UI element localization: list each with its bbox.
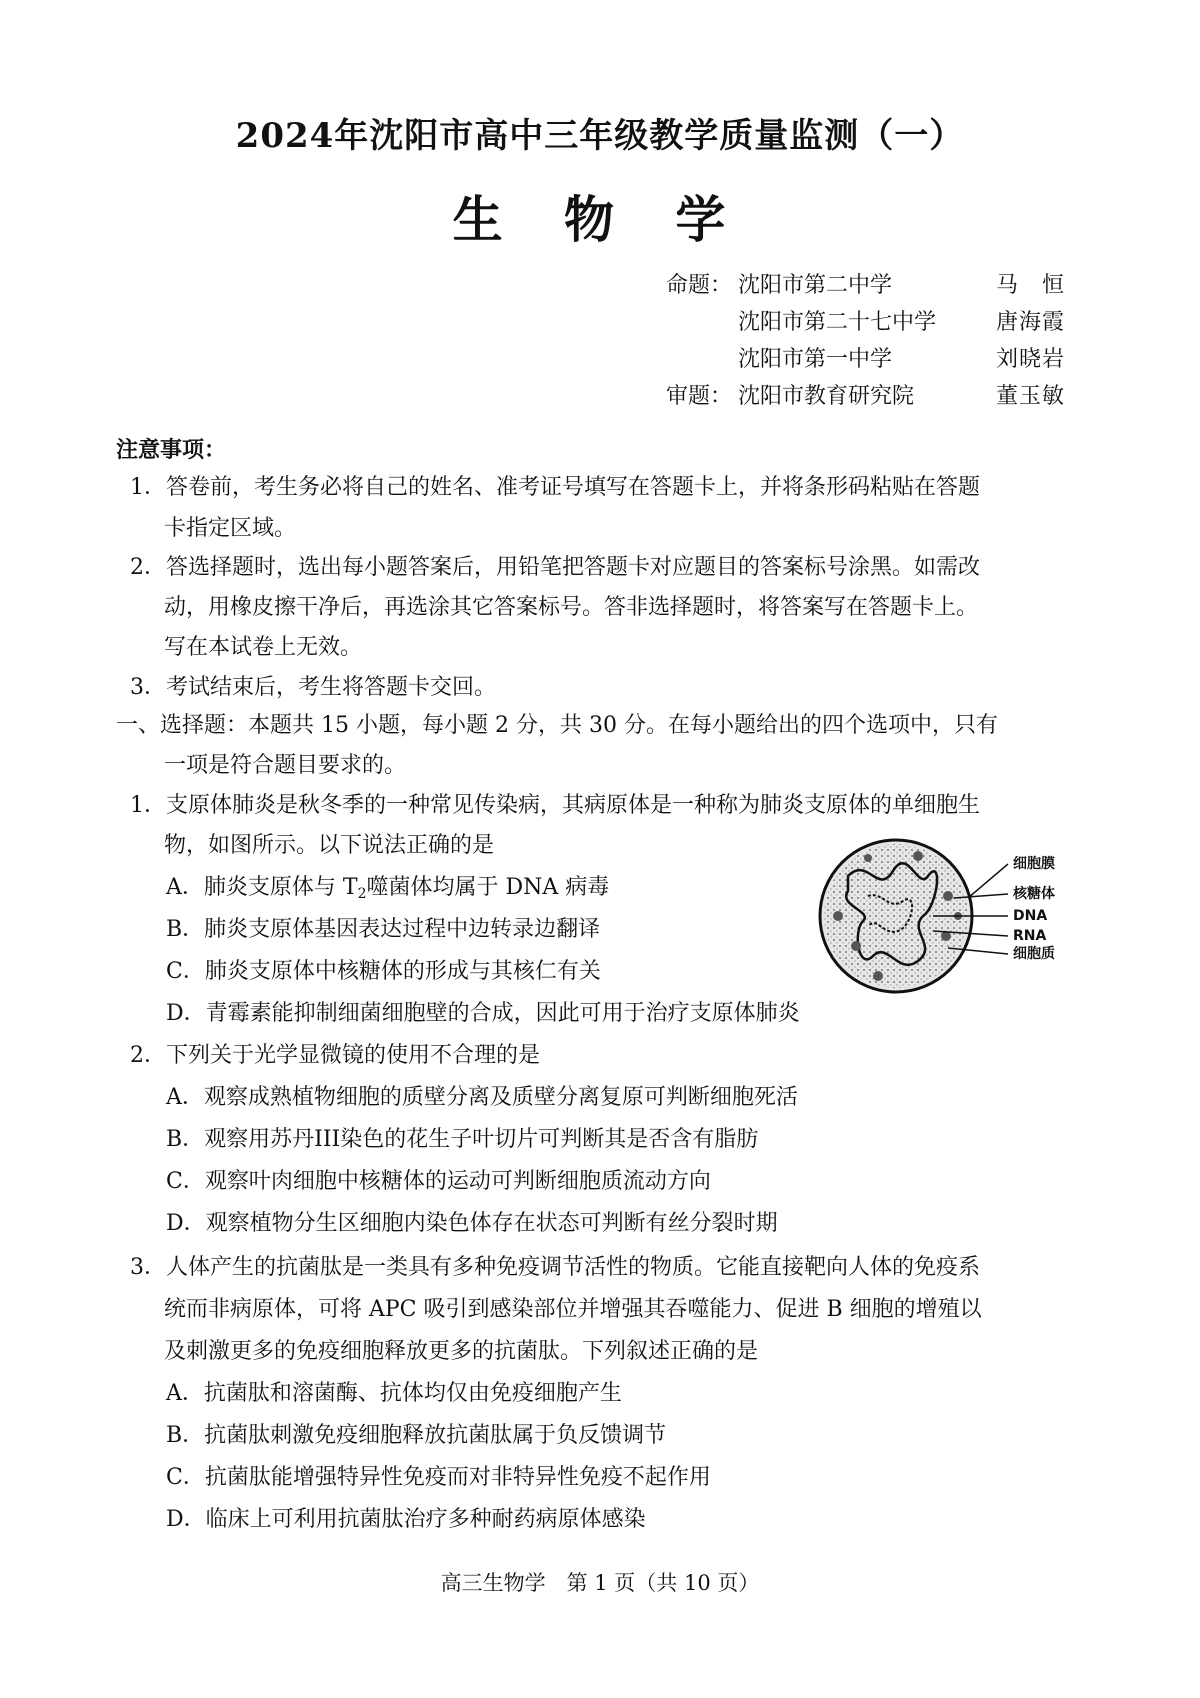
credit-role: 审题： — [666, 384, 733, 409]
question-3-stem-cont: 统而非病原体，可将 APC 吸引到感染部位并增强其吞噬能力、促进 B 细胞的增殖以 — [164, 1297, 982, 1322]
label-rna: RNA — [1013, 928, 1047, 944]
option-text: 噬菌体均属于 DNA 病毒 — [366, 875, 610, 900]
credit-name: 马 恒 — [996, 273, 1066, 298]
exam-title: 2024年沈阳市高中三年级教学质量监测（一） — [235, 116, 965, 156]
note-item-2-cont: 写在本试卷上无效。 — [164, 635, 363, 660]
credit-name: 刘晓岩 — [996, 347, 1066, 372]
question-1-option-d: D．青霉素能抑制细菌细胞壁的合成，因此可用于治疗支原体肺炎 — [166, 1001, 800, 1026]
question-1-option-b: B．肺炎支原体基因表达过程中边转录边翻译 — [166, 917, 601, 942]
question-2-option-c: C．观察叶肉细胞中核糖体的运动可判断细胞质流动方向 — [166, 1169, 711, 1194]
credit-school: 沈阳市教育研究院 — [738, 384, 915, 409]
note-item-3: 3．考试结束后，考生将答题卡交回。 — [130, 675, 496, 700]
label-dna: DNA — [1013, 908, 1048, 924]
question-2-option-d: D．观察植物分生区细胞内染色体存在状态可判断有丝分裂时期 — [166, 1211, 778, 1236]
credit-name: 唐海霞 — [996, 310, 1066, 335]
option-text: A．肺炎支原体与 T — [166, 875, 358, 900]
question-1-option-c: C．肺炎支原体中核糖体的形成与其核仁有关 — [166, 959, 601, 984]
subscript: 2 — [357, 886, 367, 902]
label-cytoplasm: 细胞质 — [1013, 946, 1055, 962]
note-item-2: 2．答选择题时，选出每小题答案后，用铅笔把答题卡对应题目的答案标号涂黑。如需改 — [130, 555, 980, 580]
credit-name: 董玉敏 — [996, 384, 1066, 409]
question-3-option-c: C．抗菌肽能增强特异性免疫而对非特异性免疫不起作用 — [166, 1465, 711, 1490]
question-1-stem: 1．支原体肺炎是秋冬季的一种常见传染病，其病原体是一种称为肺炎支原体的单细胞生 — [130, 793, 980, 818]
question-2-option-a: A．观察成熟植物细胞的质壁分离及质壁分离复原可判断细胞死活 — [166, 1085, 798, 1110]
question-2-option-b: B．观察用苏丹III染色的花生子叶切片可判断其是否含有脂肪 — [166, 1127, 759, 1152]
question-3-option-d: D．临床上可利用抗菌肽治疗多种耐药病原体感染 — [166, 1507, 646, 1532]
question-3-stem: 3．人体产生的抗菌肽是一类具有多种免疫调节活性的物质。它能直接靶向人体的免疫系 — [130, 1255, 980, 1280]
question-2-stem: 2．下列关于光学显微镜的使用不合理的是 — [130, 1043, 540, 1068]
question-3-option-a: A．抗菌肽和溶菌酶、抗体均仅由免疫细胞产生 — [166, 1381, 622, 1406]
credit-role: 命题： — [666, 273, 733, 298]
mycoplasma-figure — [808, 836, 1080, 996]
label-ribosome: 核糖体 — [1013, 886, 1055, 902]
notes-heading: 注意事项： — [116, 437, 227, 463]
question-1-stem-cont: 物，如图所示。以下说法正确的是 — [164, 833, 495, 858]
question-3-option-b: B．抗菌肽刺激免疫细胞释放抗菌肽属于负反馈调节 — [166, 1423, 667, 1448]
subject-title: 生 物 学 — [452, 190, 748, 249]
page-footer: 高三生物学 第 1 页（共 10 页） — [440, 1571, 760, 1595]
question-1-option-a — [166, 870, 609, 902]
question-3-stem-cont: 及刺激更多的免疫细胞释放更多的抗菌肽。下列叙述正确的是 — [164, 1339, 759, 1364]
note-item-1-cont: 卡指定区域。 — [164, 516, 297, 541]
section-1-heading-cont: 一项是符合题目要求的。 — [164, 753, 407, 778]
note-item-2-cont: 动，用橡皮擦干净后，再选涂其它答案标号。答非选择题时，将答案写在答题卡上。 — [164, 595, 979, 620]
note-item-1: 1．答卷前，考生务必将自己的姓名、准考证号填写在答题卡上，并将条形码粘贴在答题 — [130, 475, 980, 500]
credit-school: 沈阳市第一中学 — [738, 347, 893, 372]
section-1-heading: 一、选择题：本题共 15 小题，每小题 2 分，共 30 分。在每小题给出的四个选项中，只有 — [116, 713, 998, 738]
label-cell-membrane: 细胞膜 — [1013, 856, 1055, 872]
credit-school: 沈阳市第二中学 — [738, 273, 893, 298]
credit-school: 沈阳市第二十七中学 — [738, 310, 937, 335]
